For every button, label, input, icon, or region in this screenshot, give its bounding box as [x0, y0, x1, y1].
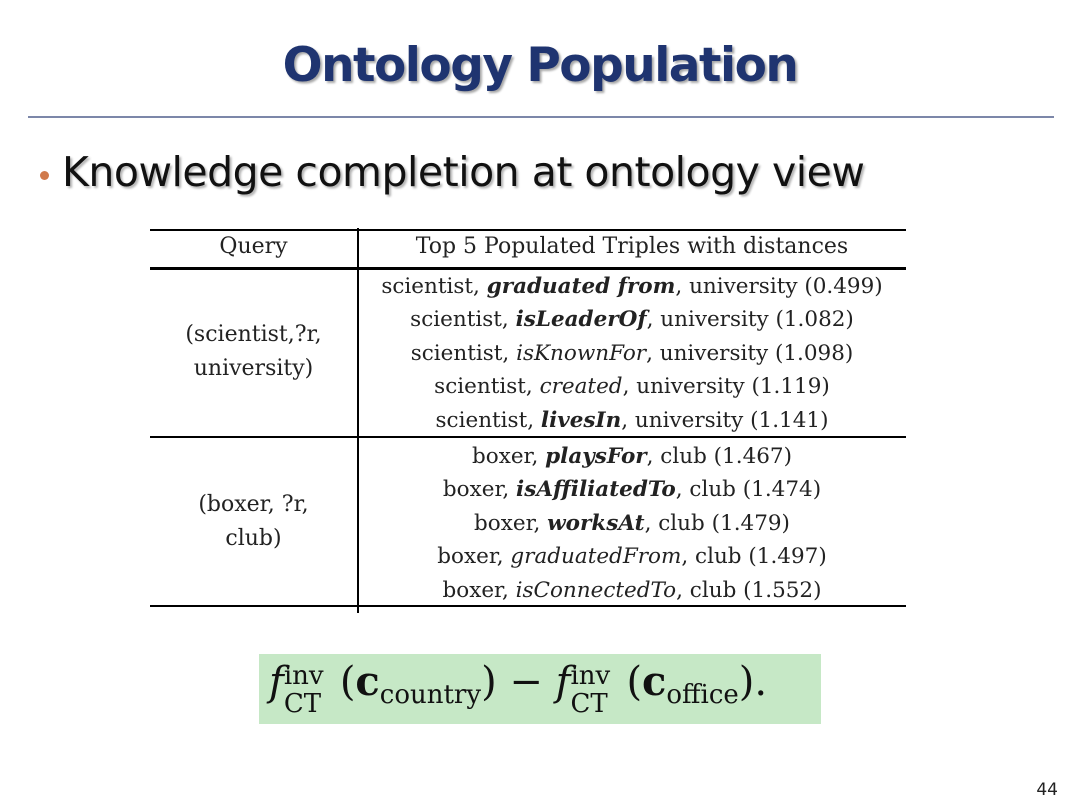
triple-relation: isLeaderOf [515, 307, 647, 333]
formula-paren: ( [339, 659, 356, 705]
bullet-text: Knowledge completion at ontology view [62, 148, 865, 196]
formula-sub: CT [570, 688, 608, 719]
triple-relation: isKnownFor [516, 340, 647, 366]
formula-sup: inv [570, 660, 611, 691]
triple-relation: graduatedFrom [510, 544, 682, 570]
formula-paren: ) [481, 659, 497, 705]
triple-tail: , university (1.082) [646, 307, 854, 333]
query-line: club) [225, 526, 282, 551]
header-query: Query [219, 234, 288, 259]
formula-f: f [555, 659, 571, 705]
formula-sup: inv [283, 660, 324, 691]
triple-head: boxer, [437, 544, 511, 570]
triple-relation: isConnectedTo [515, 577, 677, 603]
formula-paren: ( [626, 659, 643, 705]
triple-relation: created [539, 374, 623, 400]
triple-row [358, 540, 906, 573]
triple-head: scientist, [410, 307, 516, 333]
formula-vector: c [355, 658, 380, 705]
formula-period: . [754, 659, 768, 705]
triple-tail: , university (1.119) [622, 374, 830, 400]
triple-row [358, 404, 906, 437]
triple-tail: , university (1.098) [646, 340, 854, 366]
triple-head: scientist, [410, 340, 517, 366]
query-line: university) [193, 356, 314, 381]
query-cell [150, 488, 357, 556]
triple-row [358, 507, 906, 540]
triple-tail: , university (1.141) [621, 407, 829, 433]
formula-vector: c [642, 658, 667, 705]
triple-head: boxer, [442, 577, 516, 603]
triple-head: scientist, [381, 274, 487, 299]
page-number: 44 [1036, 780, 1058, 800]
triple-relation: graduated from [486, 274, 676, 299]
triple-row [358, 337, 906, 370]
triple-row [358, 440, 906, 473]
triple-tail: , club (1.552) [676, 577, 822, 603]
triple-tail: , club (1.497) [681, 544, 827, 570]
query-line: (boxer, ?r, [198, 492, 309, 517]
triple-row [358, 473, 906, 506]
triple-row [358, 574, 906, 607]
triple-row [358, 370, 906, 403]
title-divider [28, 116, 1054, 118]
formula-box [259, 654, 821, 724]
formula-minus: − [496, 659, 556, 705]
triple-row [358, 270, 906, 303]
triple-relation: playsFor [545, 444, 647, 469]
formula-supsub [284, 661, 340, 721]
bullet-icon [40, 171, 49, 180]
query-line: (scientist,?r, [185, 322, 322, 347]
formula-f: f [269, 659, 284, 705]
header-triples: Top 5 Populated Triples with distances [415, 234, 849, 259]
results-table [150, 228, 906, 613]
formula-vector-sub: country [379, 680, 482, 710]
triple-relation: livesIn [540, 407, 622, 433]
triple-relation: worksAt [547, 510, 645, 536]
formula-sub: CT [283, 688, 322, 719]
query-cell [150, 318, 357, 386]
triple-head: scientist, [435, 407, 541, 433]
triple-head: scientist, [434, 374, 540, 400]
triple-head: boxer, [442, 477, 517, 503]
triple-tail: , club (1.479) [644, 510, 790, 536]
triple-tail: , university (0.499) [675, 274, 883, 299]
formula-supsub [570, 661, 626, 721]
triple-head: boxer, [474, 510, 548, 536]
triple-row [358, 303, 906, 336]
formula-vector-sub: office [666, 680, 739, 710]
slide-title: Ontology Population [282, 38, 798, 93]
triple-tail: , club (1.467) [646, 444, 792, 469]
formula [269, 658, 767, 720]
triple-head: boxer, [472, 444, 546, 469]
formula-paren: ) [738, 659, 755, 705]
triple-relation: isAffiliatedTo [516, 477, 676, 503]
table-top-rule [150, 229, 906, 231]
triple-tail: , club (1.474) [675, 477, 822, 503]
